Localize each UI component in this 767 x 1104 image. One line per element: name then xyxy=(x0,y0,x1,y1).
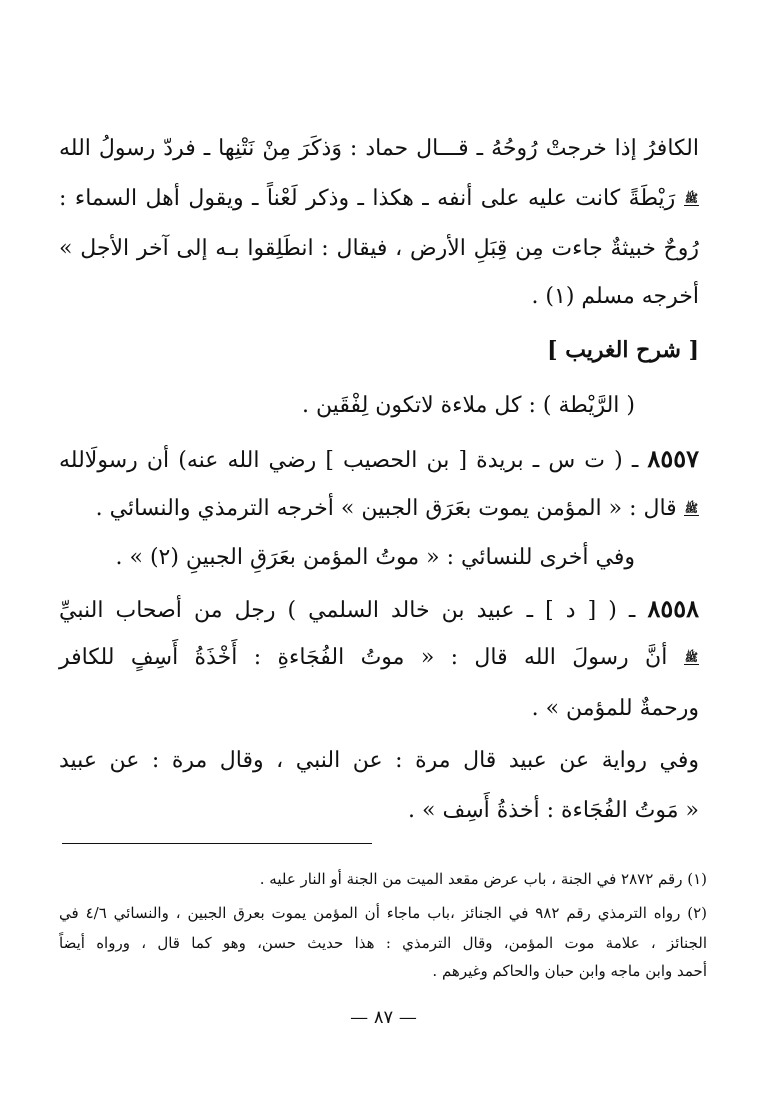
text-line xyxy=(59,494,699,524)
salla-glyph: ﷺ xyxy=(684,650,698,664)
text-segment: وفي أخرى للنسائي : « موتُ المؤمن بعَرَقِ الجبينِ (٢) » . xyxy=(115,545,635,570)
text-segment: وفي رواية عن عبيد قال مرة : عن النبي ، وقال مرة : عن عبيد xyxy=(59,748,699,773)
text-line xyxy=(59,796,699,826)
text-segment: « مَوتُ الفُجَاءة : أخذةُ أَسِف » . xyxy=(408,798,699,823)
text-line xyxy=(59,543,635,573)
text-line xyxy=(59,746,699,776)
text-segment: ـ ( ت س ـ بريدة [ بن الحصيب ] رضي الله عنه) أن رسولَالله xyxy=(59,448,639,473)
text-segment: الكافرُ إذا خرجتْ رُوحُهُ ـ قـــال حماد : وَذكَرَ مِنْ نَتْنِها ـ فردّ رسولُ الله xyxy=(59,136,699,161)
gharib-heading: [ شرح الغريب ] xyxy=(547,337,699,363)
text-segment: رَيْطَةً كانت عليه على أنفه ـ هكذا ـ وذكر لَعْناً ـ ويقول أهل السماء : xyxy=(59,186,676,211)
footnote-text: أحمد وابن ماجه وابن حبان والحاكم وغيرهم . xyxy=(432,962,707,980)
text-line xyxy=(59,282,699,312)
hadith-number: ٨٥٥٨ xyxy=(647,594,699,623)
text-line xyxy=(59,134,699,164)
footnote-text: (١) رقم ٢٨٧٢ في الجنة ، باب عرض مقعد الميت من الجنة أو النار عليه . xyxy=(259,870,707,888)
hadith-heading xyxy=(59,444,699,476)
footnote-divider xyxy=(62,843,372,844)
section-heading xyxy=(59,335,699,365)
salla-glyph: ﷺ xyxy=(684,501,698,515)
text-segment: قال : « المؤمن يموت بعَرَق الجبين » أخرجه الترمذي والنسائي . xyxy=(95,496,677,521)
text-segment: ورحمةٌ للمؤمن » . xyxy=(531,696,699,721)
text-line xyxy=(59,694,699,724)
hadith-number: ٨٥٥٧ xyxy=(647,444,699,473)
footnote xyxy=(59,902,707,924)
hadith-heading xyxy=(59,594,699,626)
footnote xyxy=(59,868,707,890)
text-line xyxy=(59,184,699,214)
text-line xyxy=(59,643,699,673)
footnote-text: الجنائز ، علامة موت المؤمن، وقال الترمذي : هذا حديث حسن، وهو كما قال ، ورواه أيضاً xyxy=(59,934,707,952)
text-segment: أخرجه مسلم (١) . xyxy=(531,284,699,309)
footnote-text: (٢) رواه الترمذي رقم ٩٨٢ في الجنائز ،باب ماجاء أن المؤمن يموت بعرق الجبين ، والنسائي ٤/٦ في xyxy=(59,904,707,922)
page-number: — ٨٧ — xyxy=(350,1007,417,1028)
text-line xyxy=(59,234,699,264)
text-segment: أنَّ رسولَ الله قال : « موتُ الفُجَاءةِ : أَخْذَةُ أَسِفٍ للكافر xyxy=(59,645,668,670)
text-segment: ـ ( [ د ] ـ عبيد بن خالد السلمي ) رجل من أصحاب النبيِّ xyxy=(59,598,636,623)
salla-glyph: ﷺ xyxy=(684,191,698,205)
text-segment: رُوحٌ خبيثةٌ جاءت مِن قِبَلِ الأرض ، فيقال : انطَلِقوا بـه إلى آخر الأجل » xyxy=(59,236,699,261)
text-line xyxy=(59,391,635,421)
footnote xyxy=(59,960,707,982)
text-segment: ( الرَّيْطة ) : كل ملاءة لاتكون لِفْقَين . xyxy=(301,393,635,418)
footnote xyxy=(59,932,707,954)
